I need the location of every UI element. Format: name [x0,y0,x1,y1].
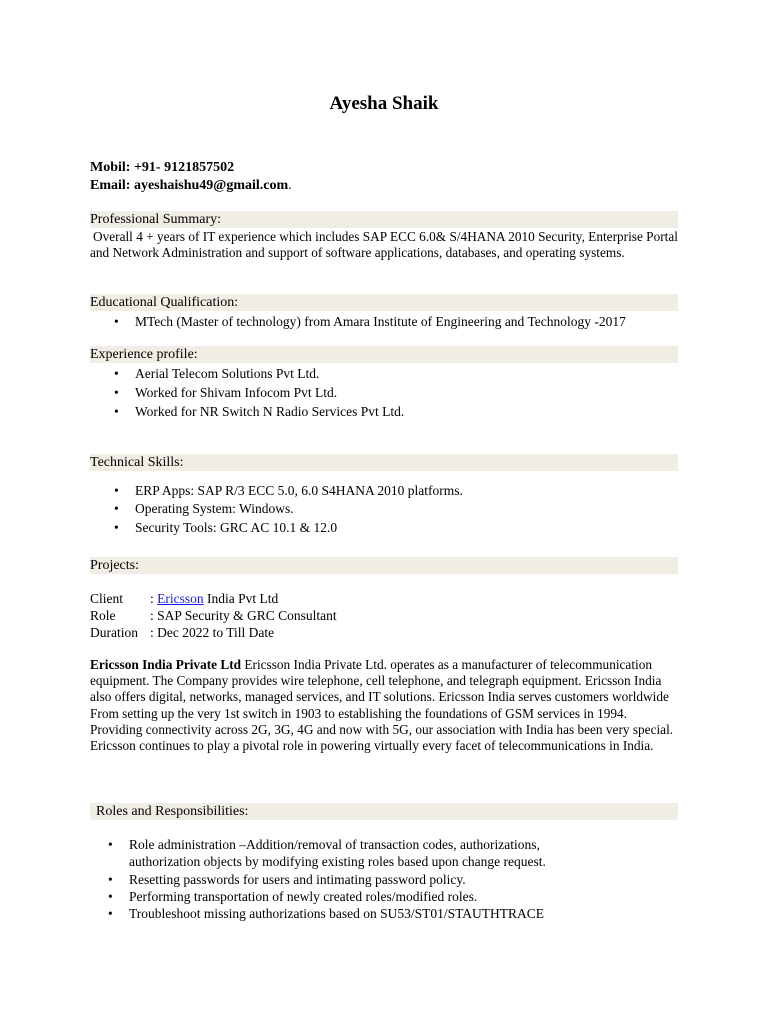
professional-summary-text: Overall 4 + years of IT experience which includes SAP ECC 6.0& S/4HANA 2010 Security, Enterprise Portal and Network Administration and support of software applications, databases, and operating systems. [90,229,678,261]
mobile-number: Mobil: +91- 9121857502 [90,160,235,175]
experience-list [114,364,405,421]
section-heading-experience: Experience profile: [90,346,678,363]
list-item: • Role administration –Addition/removal of transaction codes, authorizations, authorization objects by modifying existing roles based upon change request. [108,837,546,870]
email-label: Email: [90,178,134,193]
project-duration-row: Duration : Dec 2022 to Till Date [90,625,275,640]
list-item: • Operating System: Windows. [114,500,294,516]
project-client-row: Client : Ericsson India Pvt Ltd [90,591,279,606]
email-line: Email: ayeshaishu49@gmail.com. [90,178,292,193]
list-item: • MTech (Master of technology) from Amara Institute of Engineering and Technology -2017 [114,314,626,329]
skills-list [114,482,463,537]
project-role-row: Role : SAP Security & GRC Consultant [90,608,337,623]
section-heading-education: Educational Qualification: [90,294,678,311]
email-address: ayeshaishu49@gmail.com [133,178,289,193]
list-item: • Worked for NR Switch N Radio Services Pvt Ltd. [114,404,405,419]
section-heading-technical-skills: Technical Skills: [90,454,678,471]
list-item: • Resetting passwords for users and intimating password policy. [108,871,466,887]
list-item: • ERP Apps: SAP R/3 ECC 5.0, 6.0 S4HANA 2010 platforms. [114,483,463,498]
section-heading-roles: Roles and Responsibilities: [90,803,678,820]
section-heading-projects: Projects: [90,557,678,574]
company-name: Ericsson India Private Ltd [90,657,242,672]
list-item: • Security Tools: GRC AC 10.1 & 12.0 [114,520,338,535]
project-description: Ericsson India Private Ltd Ericsson India Private Ltd. operates as a manufacturer of telecommunication equipment. The Company provides wire telephone, cell telephone, and telegraph equipment. Ericsson India also offers digital, networks, managed services, and IT solutions. Ericsson India serves customers worldwide From setting up the very 1st switch in 1903 to establishing the foundations of GSM services in 1994. Providing connectivity across 2G, 3G, 4G and now with 5G, our association with India has been very special. Ericsson continues to play a pivotal role in powering virtually every facet of telecommunications in India. [90,657,674,754]
education-list [114,313,626,330]
list-item: • Worked for Shivam Infocom Pvt Ltd. [114,385,338,400]
list-item: • Aerial Telecom Solutions Pvt Ltd. [114,366,320,381]
section-heading-professional-summary: Professional Summary: [90,211,678,228]
ericsson-link[interactable]: Ericsson [157,591,204,606]
list-item: • Performing transportation of newly created roles/modified roles. [108,888,478,904]
candidate-name: Ayesha Shaik [329,93,439,114]
roles-list [108,836,546,922]
list-item: • Troubleshoot missing authorizations based on SU53/ST01/STAUTHTRACE [108,906,545,922]
